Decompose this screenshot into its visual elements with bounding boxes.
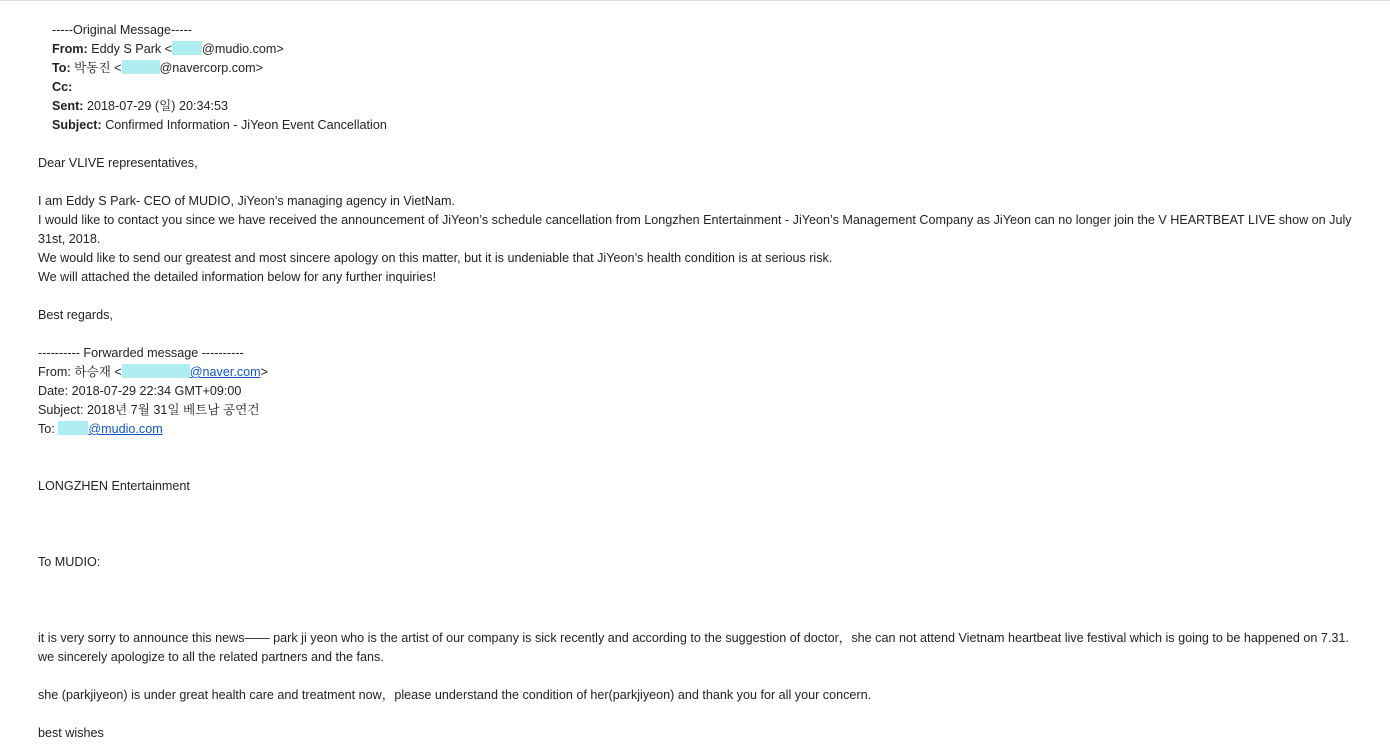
sent-label: Sent: bbox=[52, 99, 84, 113]
redacted-block bbox=[172, 41, 202, 55]
from-domain: @mudio.com> bbox=[202, 42, 284, 56]
letter-paragraph-condition: she (parkjiyeon) is under great health care and treatment now，please understand the condition of her(parkjiyeon) and thank you for all your concern. bbox=[38, 688, 872, 702]
forwarded-date: Date: 2018-07-29 22:34 GMT+09:00 bbox=[38, 384, 242, 398]
email-body bbox=[0, 1, 1390, 743]
to-name: 박동진 < bbox=[74, 61, 122, 75]
forwarded-separator: ---------- Forwarded message ---------- bbox=[38, 346, 244, 360]
forwarded-to-row bbox=[38, 420, 1366, 439]
body-paragraph-apology: We would like to send our greatest and most sincere apology on this matter, but it is undeniable that JiYeon’s health condition is at serious risk. bbox=[38, 251, 833, 265]
cc-label: Cc: bbox=[52, 80, 73, 94]
forwarded-from-label: From: 하승재 < bbox=[38, 365, 122, 379]
redacted-block bbox=[122, 60, 160, 74]
signoff: Best regards, bbox=[38, 308, 113, 322]
from-name: Eddy S Park < bbox=[91, 42, 173, 56]
body-paragraph-intro: I am Eddy S Park- CEO of MUDIO, JiYeon’s managing agency in VietNam. bbox=[38, 194, 455, 208]
redacted-block bbox=[58, 421, 88, 435]
subject-value: Confirmed Information - JiYeon Event Cancellation bbox=[105, 118, 387, 132]
letter-paragraph-announcement: it is very sorry to announce this news—— park ji yeon who is the artist of our company is sick recently and according to the suggestion of doctor，she can not attend Vietnam heartbeat live festival which is going to be happened on 7.31. we sincerely apologize to all the related partners and the fans. bbox=[38, 631, 1349, 664]
original-from-row bbox=[38, 40, 1366, 59]
letter-salutation: To MUDIO: bbox=[38, 555, 101, 569]
forwarded-from-row bbox=[38, 363, 1366, 382]
original-subject-row bbox=[38, 116, 1366, 135]
original-to-row bbox=[38, 59, 1366, 78]
forwarded-subject: Subject: 2018년 7월 31일 베트남 공연건 bbox=[38, 403, 260, 417]
sent-value: 2018-07-29 (일) 20:34:53 bbox=[86, 99, 228, 113]
forwarded-from-close: > bbox=[260, 365, 268, 379]
from-label: From: bbox=[52, 42, 88, 56]
body-paragraph-contact: I would like to contact you since we have received the announcement of JiYeon’s schedule cancellation from Longzhen Entertainment - JiYeon’s Management Company as JiYeon can no longer join the V HEARTBEAT LIVE show on July 31st, 2018. bbox=[38, 213, 1352, 246]
greeting: Dear VLIVE representatives, bbox=[38, 156, 198, 170]
forwarded-to-link[interactable]: @mudio.com bbox=[88, 422, 163, 436]
original-sent-row bbox=[38, 97, 1366, 116]
to-label: To: bbox=[52, 61, 71, 75]
forwarded-to-label: To: bbox=[38, 422, 59, 436]
redacted-block bbox=[122, 364, 190, 378]
original-cc-row bbox=[38, 78, 1366, 97]
subject-label: Subject: bbox=[52, 118, 102, 132]
letter-closing: best wishes bbox=[38, 726, 104, 740]
letter-company: LONGZHEN Entertainment bbox=[38, 479, 190, 493]
body-paragraph-attachment: We will attached the detailed information below for any further inquiries! bbox=[38, 270, 437, 284]
forwarded-from-link[interactable]: @naver.com bbox=[189, 365, 261, 379]
original-message-separator: -----Original Message----- bbox=[52, 23, 192, 37]
to-domain: @navercorp.com> bbox=[159, 61, 263, 75]
